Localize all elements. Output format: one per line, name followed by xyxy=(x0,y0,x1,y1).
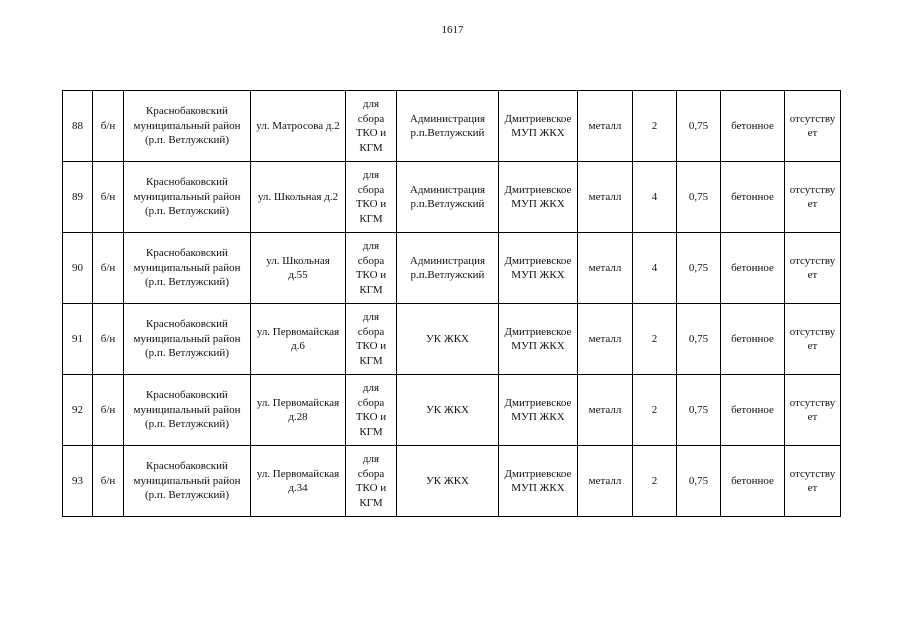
district-cell: Краснобаковский муниципальный район (р.п. Ветлужский) xyxy=(124,304,251,375)
container-volume-cell: 0,75 xyxy=(677,304,721,375)
registry-number-cell: б/н xyxy=(93,446,124,517)
purpose-cell: для сбора ТКО и КГМ xyxy=(346,233,397,304)
purpose-cell: для сбора ТКО и КГМ xyxy=(346,304,397,375)
base-type-cell: бетонное xyxy=(721,446,785,517)
base-type-cell: бетонное xyxy=(721,91,785,162)
material-cell: металл xyxy=(578,233,633,304)
row-number-cell: 89 xyxy=(63,162,93,233)
registry-number-cell: б/н xyxy=(93,304,124,375)
container-volume-cell: 0,75 xyxy=(677,233,721,304)
row-number-cell: 93 xyxy=(63,446,93,517)
container-volume-cell: 0,75 xyxy=(677,91,721,162)
fence-cell: отсутству ет xyxy=(785,91,841,162)
district-cell: Краснобаковский муниципальный район (р.п. Ветлужский) xyxy=(124,446,251,517)
table-row xyxy=(63,233,841,304)
registry-number-cell: б/н xyxy=(93,162,124,233)
table-row xyxy=(63,375,841,446)
address-cell: ул. Первомайская д.6 xyxy=(251,304,346,375)
container-volume-cell: 0,75 xyxy=(677,446,721,517)
material-cell: металл xyxy=(578,375,633,446)
container-count-cell: 4 xyxy=(633,162,677,233)
owner-cell: УК ЖКХ xyxy=(397,304,499,375)
container-count-cell: 2 xyxy=(633,304,677,375)
row-number-cell: 92 xyxy=(63,375,93,446)
district-cell: Краснобаковский муниципальный район (р.п. Ветлужский) xyxy=(124,162,251,233)
district-cell: Краснобаковский муниципальный район (р.п. Ветлужский) xyxy=(124,375,251,446)
material-cell: металл xyxy=(578,162,633,233)
base-type-cell: бетонное xyxy=(721,375,785,446)
address-cell: ул. Первомайская д.28 xyxy=(251,375,346,446)
container-volume-cell: 0,75 xyxy=(677,162,721,233)
operator-cell: Дмитриевское МУП ЖКХ xyxy=(499,446,578,517)
purpose-cell: для сбора ТКО и КГМ xyxy=(346,446,397,517)
fence-cell: отсутству ет xyxy=(785,304,841,375)
table-body xyxy=(63,91,841,517)
operator-cell: Дмитриевское МУП ЖКХ xyxy=(499,91,578,162)
owner-cell: УК ЖКХ xyxy=(397,446,499,517)
table-row xyxy=(63,446,841,517)
table-row xyxy=(63,304,841,375)
container-count-cell: 2 xyxy=(633,91,677,162)
purpose-cell: для сбора ТКО и КГМ xyxy=(346,162,397,233)
registry-table xyxy=(62,90,841,517)
container-count-cell: 2 xyxy=(633,375,677,446)
purpose-cell: для сбора ТКО и КГМ xyxy=(346,375,397,446)
address-cell: ул. Школьная д.2 xyxy=(251,162,346,233)
container-count-cell: 4 xyxy=(633,233,677,304)
owner-cell: Администрация р.п.Ветлужский xyxy=(397,162,499,233)
base-type-cell: бетонное xyxy=(721,162,785,233)
page-number: 1617 xyxy=(441,24,464,36)
purpose-cell: для сбора ТКО и КГМ xyxy=(346,91,397,162)
registry-number-cell: б/н xyxy=(93,91,124,162)
address-cell: ул. Матросова д.2 xyxy=(251,91,346,162)
material-cell: металл xyxy=(578,304,633,375)
table-row xyxy=(63,91,841,162)
owner-cell: УК ЖКХ xyxy=(397,375,499,446)
container-count-cell: 2 xyxy=(633,446,677,517)
container-volume-cell: 0,75 xyxy=(677,375,721,446)
owner-cell: Администрация р.п.Ветлужский xyxy=(397,91,499,162)
material-cell: металл xyxy=(578,446,633,517)
fence-cell: отсутству ет xyxy=(785,233,841,304)
row-number-cell: 91 xyxy=(63,304,93,375)
registry-number-cell: б/н xyxy=(93,375,124,446)
district-cell: Краснобаковский муниципальный район (р.п. Ветлужский) xyxy=(124,91,251,162)
address-cell: ул. Первомайская д.34 xyxy=(251,446,346,517)
fence-cell: отсутству ет xyxy=(785,162,841,233)
fence-cell: отсутству ет xyxy=(785,375,841,446)
operator-cell: Дмитриевское МУП ЖКХ xyxy=(499,162,578,233)
material-cell: металл xyxy=(578,91,633,162)
district-cell: Краснобаковский муниципальный район (р.п. Ветлужский) xyxy=(124,233,251,304)
registry-number-cell: б/н xyxy=(93,233,124,304)
base-type-cell: бетонное xyxy=(721,304,785,375)
owner-cell: Администрация р.п.Ветлужский xyxy=(397,233,499,304)
address-cell: ул. Школьная д.55 xyxy=(251,233,346,304)
operator-cell: Дмитриевское МУП ЖКХ xyxy=(499,375,578,446)
row-number-cell: 90 xyxy=(63,233,93,304)
operator-cell: Дмитриевское МУП ЖКХ xyxy=(499,304,578,375)
base-type-cell: бетонное xyxy=(721,233,785,304)
operator-cell: Дмитриевское МУП ЖКХ xyxy=(499,233,578,304)
row-number-cell: 88 xyxy=(63,91,93,162)
table-row xyxy=(63,162,841,233)
fence-cell: отсутству ет xyxy=(785,446,841,517)
